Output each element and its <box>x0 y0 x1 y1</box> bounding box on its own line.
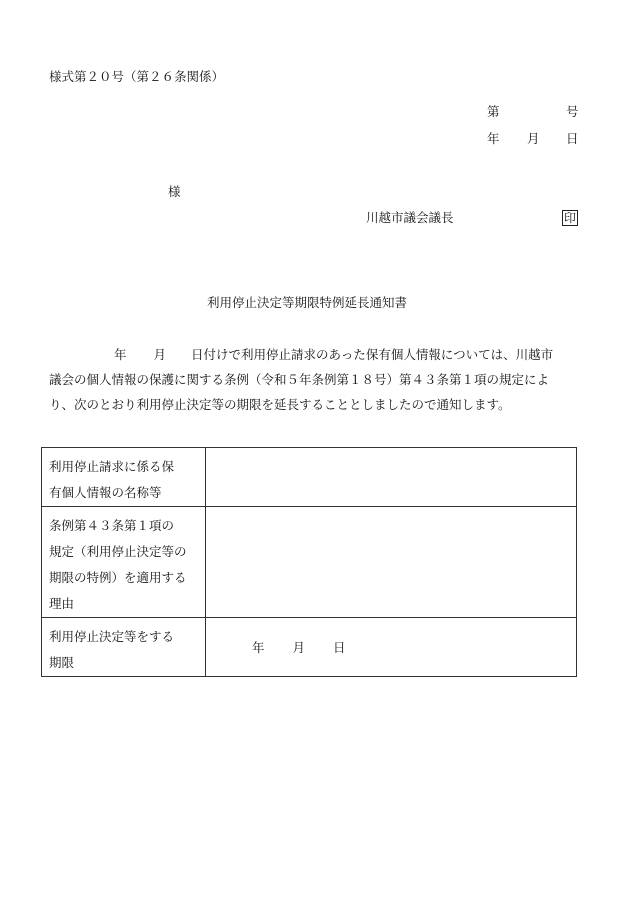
deadline-date <box>206 638 576 656</box>
row2-label-line: 規定（利用停止決定等の <box>49 544 187 559</box>
doc-number-suffix: 号 <box>566 104 579 119</box>
row3-label <box>42 618 206 677</box>
body-line-1 <box>49 342 589 367</box>
row1-label-line: 利用停止請求に係る保 <box>49 459 175 474</box>
body-year: 年 <box>114 347 127 362</box>
deadline-day: 日 <box>333 640 346 655</box>
row1-label-line: 有個人情報の名称等 <box>49 485 162 500</box>
addressee-suffix: 様 <box>168 184 181 199</box>
body-paragraph <box>49 342 589 417</box>
table-row <box>42 448 577 507</box>
sender-name: 川越市議会議長 <box>366 210 454 225</box>
date-month: 月 <box>527 131 540 146</box>
info-table <box>41 447 577 677</box>
table-row <box>42 618 577 677</box>
seal-stamp: 印 <box>564 211 577 225</box>
form-number: 様式第２０号（第２６条関係） <box>49 69 225 84</box>
row3-label-line: 利用停止決定等をする <box>49 629 175 644</box>
body-line-3: り、次のとおり利用停止決定等の期限を延長することとしましたので通知します。 <box>49 397 511 412</box>
row3-value <box>206 618 577 677</box>
date-year: 年 <box>487 131 500 146</box>
table-row <box>42 507 577 618</box>
row2-label-line: 条例第４３条第１項の <box>49 518 175 533</box>
body-line-1-text: 日付けで利用停止請求のあった保有個人情報については、川越市 <box>191 347 554 362</box>
body-month: 月 <box>153 347 167 362</box>
deadline-year: 年 <box>252 640 265 655</box>
doc-number-prefix: 第 <box>487 104 500 119</box>
row1-value <box>206 448 577 507</box>
row3-label-line: 期限 <box>49 655 75 670</box>
date-day: 日 <box>566 131 579 146</box>
deadline-month: 月 <box>292 640 306 655</box>
row1-label <box>42 448 206 507</box>
row2-label <box>42 507 206 618</box>
body-line-2: 議会の個人情報の保護に関する条例（令和５年条例第１８号）第４３条第１項の規定によ <box>49 372 550 387</box>
row2-label-line: 期限の特例）を適用する <box>49 570 187 585</box>
row2-value <box>206 507 577 618</box>
row2-label-line: 理由 <box>49 596 75 611</box>
document-title: 利用停止決定等期限特例延長通知書 <box>207 295 408 310</box>
